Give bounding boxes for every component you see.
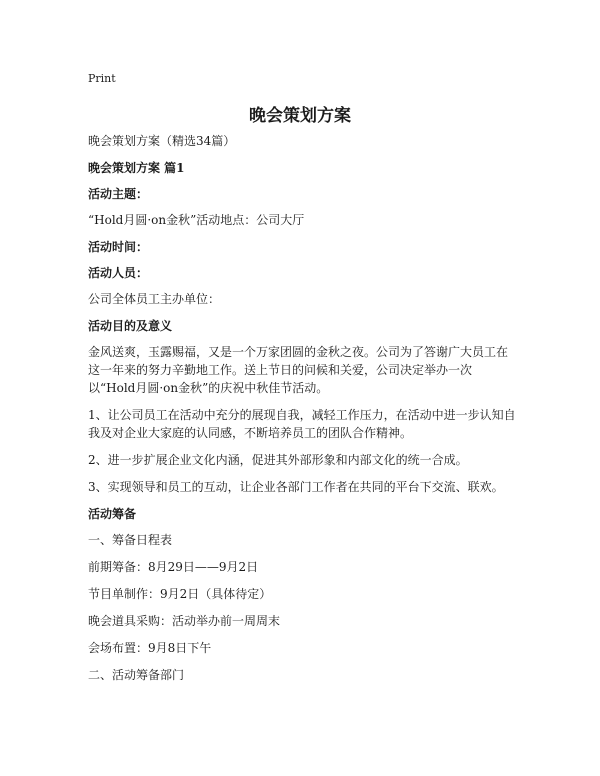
theme-paragraph: “Hold月圆·on金秋”活动地点：公司大厅 [88, 213, 305, 227]
field-heading-time: 活动时间： [88, 240, 149, 254]
purpose-heading: 活动目的及意义 [88, 319, 173, 333]
schedule-item-preparation: 前期筹备：8月29日——9月2日 [88, 560, 259, 574]
departments-heading: 二、活动筹备部门 [88, 668, 185, 682]
goal-item-1: 1、让公司员工在活动中充分的展现自我，减轻工作压力，在活动中进一步认知自我及对企业大家庭的认同感，不断培养员工的团队合作精神。 [88, 408, 516, 440]
print-link[interactable]: Print [88, 72, 116, 85]
field-heading-people: 活动人员： [88, 266, 149, 280]
purpose-paragraph: 金风送爽，玉露赐福，又是一个万家团圆的金秋之夜。公司为了答谢广大员工在这一年来的努力辛勤地工作。送上节日的问候和关爱，公司决定举办一次以“Hold月圆·on金秋”的庆祝中秋佳节活动。 [88, 345, 509, 395]
field-heading-theme: 活动主题： [88, 187, 149, 201]
goal-item-3: 3、实现领导和员工的互动，让企业各部门工作者在共同的平台下交流、联欢。 [88, 480, 504, 494]
subtitle-paragraph: 晚会策划方案（精选34篇） [88, 134, 236, 148]
people-paragraph: 公司全体员工主办单位： [88, 292, 221, 306]
schedule-heading: 一、筹备日程表 [88, 533, 173, 547]
schedule-item-venue: 会场布置：9月8日下午 [88, 641, 212, 655]
document-body [88, 132, 518, 693]
preparation-heading: 活动筹备 [88, 507, 137, 521]
schedule-item-props: 晚会道具采购：活动举办前一周周末 [88, 614, 281, 628]
schedule-item-program: 节目单制作：9月2日（具体待定） [88, 587, 272, 601]
page-title: 晚会策划方案 [249, 106, 351, 126]
section-heading: 晚会策划方案 篇1 [88, 161, 185, 175]
goal-item-2: 2、进一步扩展企业文化内涵，促进其外部形象和内部文化的统一合成。 [88, 453, 468, 467]
